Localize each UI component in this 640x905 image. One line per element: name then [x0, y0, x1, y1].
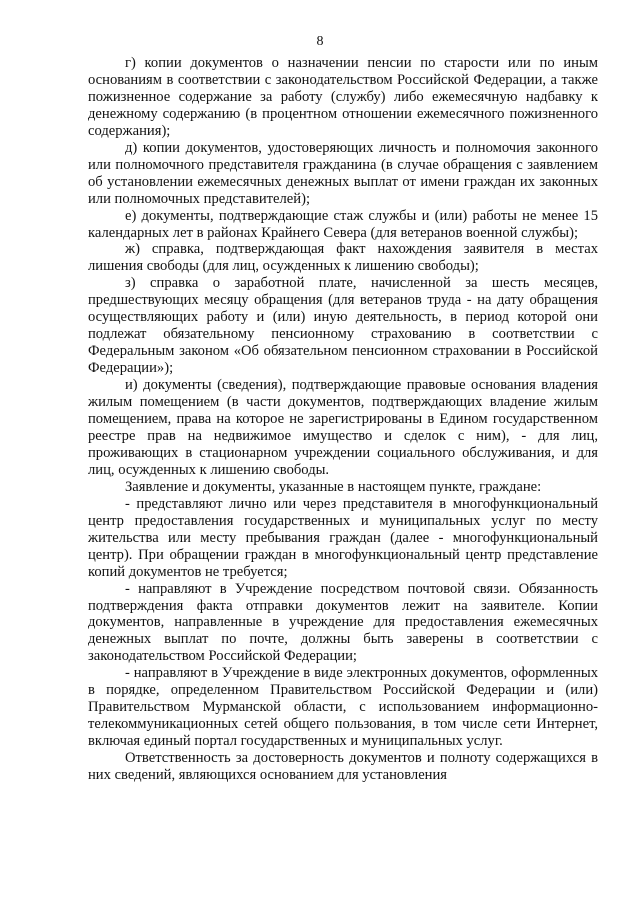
submission-intro: Заявление и документы, указанные в настоящем пункте, граждане: [125, 478, 542, 495]
paragraph-zh-detention-certificate: ж) справка, подтверждающая факт нахождения заявителя в местах лишения свободы (для лиц, осужденных к лишению свободы); [88, 241, 598, 275]
submission-method-post: - направляют в Учреждение посредством почтовой связи. Обязанность подтверждения факта отправки документов лежит на заявителе. Копии документов, направленные в учреждение для предоставления ежемесячных денежных выплат по почте, должны быть заверены в соответствии с законодательством Российской Федерации; [88, 580, 598, 665]
paragraph-z-salary-certificate: з) справка о заработной плате, начисленной за шесть месяцев, предшествующих месяцу обращения (для ветеранов труда - на дату обращения осуществляющих работу и (или) иную деятельность, в период которой они подлежат обязательному пенсионному страхованию в соответствии с Федеральным законом «Об обязательном пенсионном страховании в Российской Федерации»); [88, 275, 598, 377]
paragraph-d-identity-documents: д) копии документов, удостоверяющих личность и полномочия законного или полномочного представителя гражданина (в случае обращения с заявлением об установлении ежемесячных денежных выплат от имени граждан их законных или полномочных представителей); [88, 139, 598, 207]
document-body [88, 55, 598, 784]
submission-method-in-person: - представляют лично или через представителя в многофункциональный центр предоставления государственных и муниципальных услуг по месту жительства или месту пребывания граждан (далее - многофункциональный центр). При обращении граждан в многофункциональный центр представление копий документов не требуется; [88, 495, 598, 580]
page-number: 8 [316, 34, 324, 49]
paragraph-e-service-experience: е) документы, подтверждающие стаж службы и (или) работы не менее 15 календарных лет в районах Крайнего Севера (для ветеранов военной службы); [88, 207, 598, 241]
paragraph-i-housing-documents: и) документы (сведения), подтверждающие правовые основания владения жилым помещением (в части документов, подтверждающих владение жилым помещением, права на которое не зарегистрированы в Едином государственном реестре прав на недвижимое имущество и сделок с ним), - для лиц, проживающих в стационарном учреждении социального обслуживания, и для лиц, осужденных к лишению свободы. [88, 377, 598, 478]
submission-method-electronic: - направляют в Учреждение в виде электронных документов, оформленных в порядке, определенном Правительством Российской Федерации и (или) Правительством Мурманской области, с использованием информационно-телекоммуникационных сетей общего пользования, в том числе сети Интернет, включая единый портал государственных и муниципальных услуг. [88, 665, 598, 750]
responsibility-paragraph: Ответственность за достоверность документов и полноту содержащихся в них сведений, являющихся основанием для установления [88, 750, 598, 784]
paragraph-g-pension-documents: г) копии документов о назначении пенсии по старости или по иным основаниям в соответствии с законодательством Российской Федерации, а также пожизненное содержание за работу (службу) либо ежемесячную надбавку к денежному содержанию (в процентном отношении ежемесячного пожизненного содержания); [88, 55, 598, 139]
